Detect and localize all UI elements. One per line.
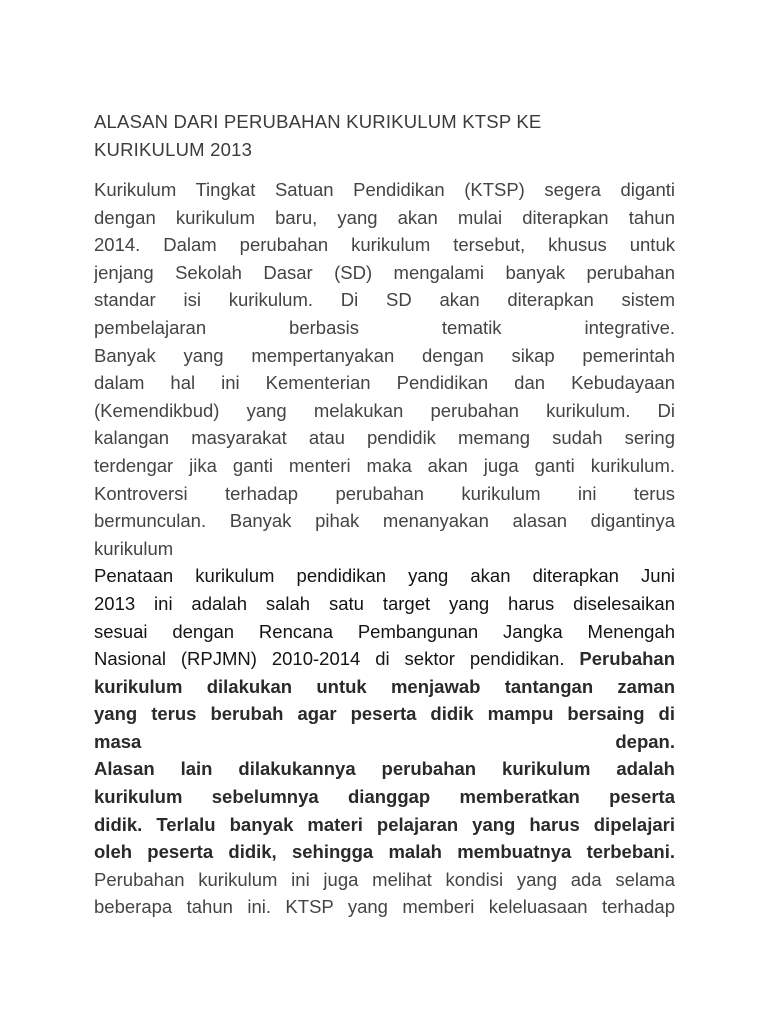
text-line: [94, 811, 675, 839]
text-line-bold-tail: Perubahan: [579, 648, 675, 670]
text-line-content: kurikulum: [94, 537, 174, 559]
text-line: [94, 618, 675, 646]
text-line: [94, 204, 675, 232]
text-line: [94, 893, 675, 921]
text-line-content: oleh peserta didik, sehingga malah membuatnya terbebani.: [94, 841, 675, 863]
text-line-content: standar isi kurikulum. Di SD akan diterapkan sistem: [94, 289, 675, 311]
text-line-content: didik. Terlalu banyak materi pelajaran yang harus dipelajari: [94, 813, 675, 835]
text-line-content: kurikulum sebelumnya dianggap memberatkan peserta: [94, 786, 675, 808]
text-line: [94, 645, 675, 673]
title-line-2: KURIKULUM 2013: [94, 138, 253, 160]
text-line-content: dalam hal ini Kementerian Pendidikan dan Kebudayaan: [94, 372, 675, 394]
text-line-content: bermunculan. Banyak pihak menanyakan alasan digantinya: [94, 510, 675, 532]
text-line-content: Kurikulum Tingkat Satuan Pendidikan (KTSP) segera diganti: [94, 179, 675, 200]
text-line-content: Perubahan kurikulum ini juga melihat kondisi yang ada selama: [94, 868, 675, 890]
text-line: [94, 424, 675, 452]
text-line: [94, 700, 675, 728]
text-line-content: yang terus berubah agar peserta didik mampu bersaing di: [94, 703, 675, 725]
text-line-content: masa depan.: [94, 730, 675, 752]
text-line-content: pembelajaran berbasis tematik integrative.: [94, 316, 675, 338]
text-line: [94, 590, 675, 618]
text-line-content: kalangan masyarakat atau pendidik memang sudah sering: [94, 427, 675, 449]
text-line-content: (Kemendikbud) yang melakukan perubahan kurikulum. Di: [94, 399, 675, 421]
text-line: [94, 673, 675, 701]
text-line-content: Kontroversi terhadap perubahan kurikulum ini terus: [94, 482, 675, 504]
title-line-1: ALASAN DARI PERUBAHAN KURIKULUM KTSP KE: [94, 111, 542, 132]
text-line-content: Alasan lain dilakukannya perubahan kurikulum adalah: [94, 758, 675, 780]
text-line: [94, 231, 675, 259]
text-line: [94, 783, 675, 811]
text-line: [94, 535, 675, 563]
text-line-content: Nasional (RPJMN) 2010-2014 di sektor pendidikan.: [94, 648, 580, 670]
text-line-content: 2014. Dalam perubahan kurikulum tersebut, khusus untuk: [94, 234, 675, 256]
text-line-content: dengan kurikulum baru, yang akan mulai diterapkan tahun: [94, 206, 675, 228]
text-line-content: Penataan kurikulum pendidikan yang akan diterapkan Juni: [94, 565, 675, 587]
text-line: [94, 480, 675, 508]
text-line: [94, 314, 675, 342]
document-page: [94, 108, 675, 921]
text-line: [94, 452, 675, 480]
text-line-content: jenjang Sekolah Dasar (SD) mengalami banyak perubahan: [94, 261, 675, 283]
text-line: [94, 728, 675, 756]
text-line: [94, 838, 675, 866]
body-text: [94, 176, 675, 921]
text-line-content: beberapa tahun ini. KTSP yang memberi keleluasaan terhadap: [94, 896, 675, 918]
text-line: [94, 397, 675, 425]
text-line: [94, 562, 675, 590]
text-line: [94, 342, 675, 370]
text-line: [94, 866, 675, 894]
text-line: [94, 176, 675, 204]
text-line-content: sesuai dengan Rencana Pembangunan Jangka Menengah: [94, 620, 675, 642]
text-line-content: 2013 ini adalah salah satu target yang harus diselesaikan: [94, 592, 675, 614]
text-line: [94, 259, 675, 287]
text-line: [94, 755, 675, 783]
text-line: [94, 369, 675, 397]
text-line-content: Banyak yang mempertanyakan dengan sikap pemerintah: [94, 344, 675, 366]
text-line-content: terdengar jika ganti menteri maka akan juga ganti kurikulum.: [94, 454, 675, 476]
text-line: [94, 286, 675, 314]
text-line: [94, 507, 675, 535]
text-line-content: kurikulum dilakukan untuk menjawab tantangan zaman: [94, 675, 675, 697]
document-title: [94, 108, 675, 163]
